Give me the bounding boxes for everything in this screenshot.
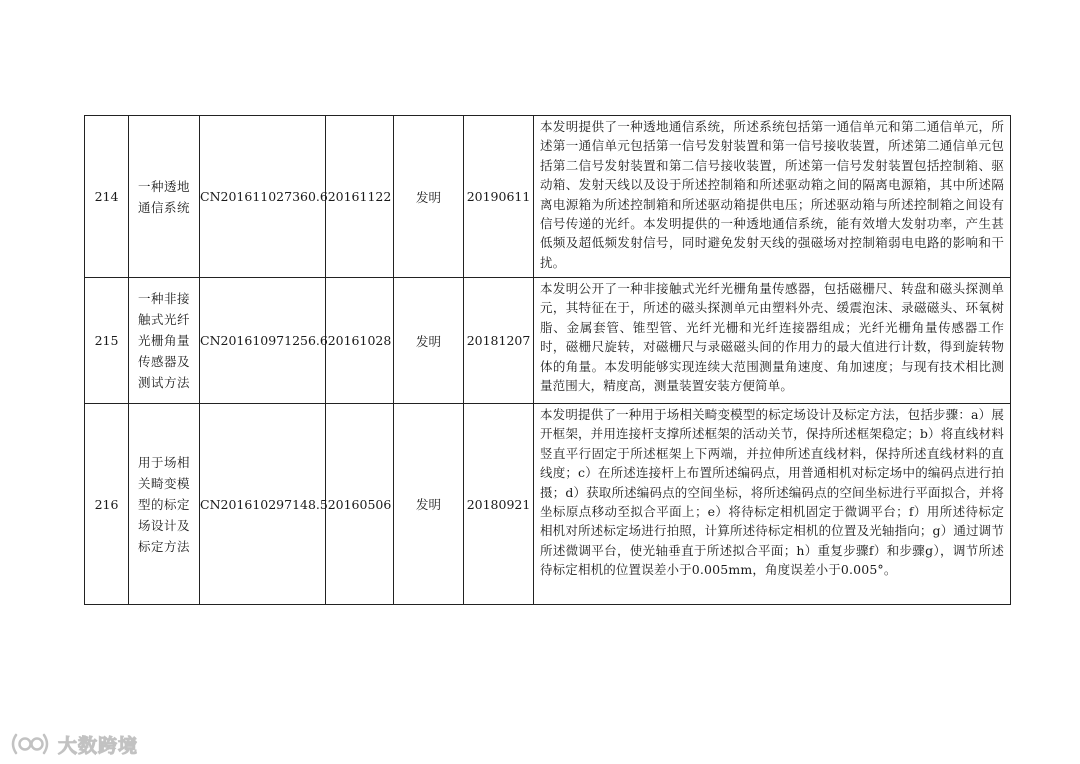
watermark-text: 大数跨境 [58,734,139,757]
patent-type: 发明 [394,116,464,278]
patent-abstract: 本发明提供了一种透地通信系统，所述系统包括第一通信单元和第二通信单元，所述第一通信单元包括第一信号发射装置和第一信号接收装置，所述第二通信单元包括第二信号发射装置和第二信号接收装置，所述第一信号发射装置包括控制箱、驱动箱、发射天线以及设于所述控制箱和所述驱动箱之间的隔离电源箱，其中所述隔离电源箱为所述控制箱和所述驱动箱提供电压；所述驱动箱与所述控制箱之间设有信号传递的光纤。本发明提供的一种透地通信系统，能有效增大发射功率，产生甚低频及超低频发射信号，同时避免发射天线的强磁场对控制箱弱电电路的影响和干扰。 [534,116,1011,278]
watermark [8,730,138,758]
application-date: 20161028 [326,278,394,404]
patent-name: 一种透地通信系统 [129,116,200,278]
application-number: CN201610297148.5 [200,404,326,605]
patent-abstract: 本发明提供了一种用于场相关畸变模型的标定场设计及标定方法，包括步骤：a）展开框架，并用连接杆支撑所述框架的活动关节，保持所述框架稳定；b）将直线材料竖直平行固定于所述框架上下两端，并拉伸所述直线材料，保持所述直线材料的直线度；c）在所述连接杆上布置所述编码点，用普通相机对标定场中的编码点进行拍摄；d）获取所述编码点的空间坐标，将所述编码点的空间坐标进行平面拟合，并将坐标原点移动至拟合平面上；e）将待标定相机固定于微调平台；f）用所述待标定相机对所述标定场进行拍照，计算所述待标定相机的位置及光轴指向；g）通过调节所述微调平台，使光轴垂直于所述拟合平面；h）重复步骤f）和步骤g），调节所述待标定相机的位置误差小于0.005mm，角度误差小于0.005°。 [534,404,1011,605]
patent-name: 用于场相关畸变模型的标定场设计及标定方法 [129,404,200,605]
patent-type: 发明 [394,404,464,605]
application-date: 20160506 [326,404,394,605]
brand-logo-icon [8,732,52,756]
table-row [85,278,1011,404]
publication-date: 20181207 [464,278,534,404]
application-number: CN201611027360.6 [200,116,326,278]
table-row [85,404,1011,605]
patent-type: 发明 [394,278,464,404]
patent-name: 一种非接触式光纤光栅角量传感器及测试方法 [129,278,200,404]
publication-date: 20190611 [464,116,534,278]
row-number: 214 [85,116,129,278]
application-date: 20161122 [326,116,394,278]
publication-date: 20180921 [464,404,534,605]
row-number: 216 [85,404,129,605]
table-row [85,116,1011,278]
application-number: CN201610971256.6 [200,278,326,404]
row-number: 215 [85,278,129,404]
patent-table [84,115,1011,605]
patent-abstract: 本发明公开了一种非接触式光纤光栅角量传感器，包括磁栅尺、转盘和磁头探测单元，其特征在于，所述的磁头探测单元由塑料外壳、缓震泡沫、录磁磁头、环氧树脂、金属套管、锥型管、光纤光栅和光纤连接器组成；光纤光栅角量传感器工作时，磁栅尺旋转，对磁栅尺与录磁磁头间的作用力的最大值进行计数，得到旋转物体的角量。本发明能够实现连续大范围测量角速度、角加速度；与现有技术相比测量范围大，精度高，测量装置安装方便简单。 [534,278,1011,404]
